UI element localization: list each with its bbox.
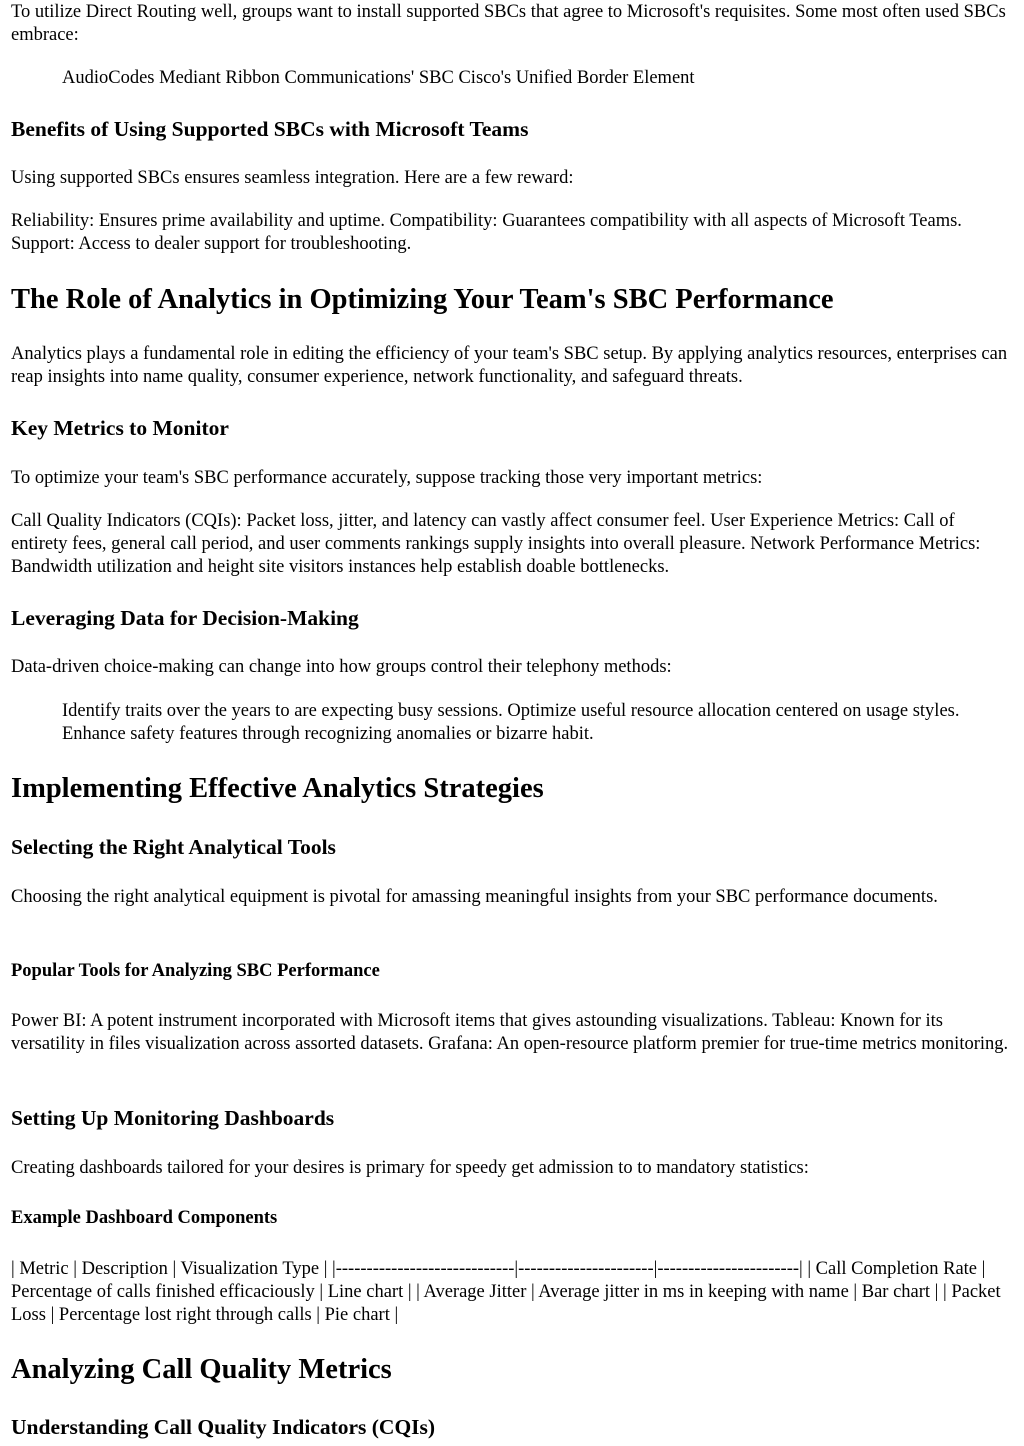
popular-tools-paragraph: Power BI: A potent instrument incorporated with Microsoft items that gives astounding visualizations. Tableau: Known for its versatility in files visualization across assorted datasets. Grafana: An open-resource platform premier for true-time metrics monitoring. <box>11 1011 1009 1054</box>
benefits-list: Reliability: Ensures prime availability and uptime. Compatibility: Guarantees compatibility with all aspects of Microsoft Teams. Support: Access to dealer support for troubleshooting. <box>11 211 962 254</box>
heading-popular-tools: Popular Tools for Analyzing SBC Performance <box>11 961 380 981</box>
key-metrics-list: Call Quality Indicators (CQIs): Packet loss, jitter, and latency can vastly affect consumer feel. User Experience Metrics: Call of entirety fees, general call period, and user comments rankings supply insights into overall pleasure. Network Performance Metrics: Bandwidth utilization and height site visitors instances help establish doable bottlenecks. <box>11 511 981 577</box>
leveraging-list: Identify traits over the years to are expecting busy sessions. Optimize useful resource allocation centered on usage styles. Enhance safety features through recognizing anomalies or bizarre habit. <box>62 701 960 744</box>
heading-call-quality: Analyzing Call Quality Metrics <box>11 1354 392 1385</box>
heading-example-components: Example Dashboard Components <box>11 1208 278 1228</box>
intro-paragraph: To utilize Direct Routing well, groups want to install supported SBCs that agree to Microsoft's requisites. Some most often used SBCs embrace: <box>11 2 1006 45</box>
heading-benefits: Benefits of Using Supported SBCs with Microsoft Teams <box>11 117 529 141</box>
benefits-intro: Using supported SBCs ensures seamless integration. Here are a few reward: <box>11 168 574 188</box>
heading-implementing: Implementing Effective Analytics Strategies <box>11 773 544 804</box>
sbc-list: AudioCodes Mediant Ribbon Communications' SBC Cisco's Unified Border Element <box>62 68 695 88</box>
leveraging-paragraph: Data-driven choice-making can change into how groups control their telephony methods: <box>11 657 672 677</box>
heading-key-metrics: Key Metrics to Monitor <box>11 416 229 440</box>
heading-leveraging: Leveraging Data for Decision-Making <box>11 606 359 630</box>
heading-dashboards: Setting Up Monitoring Dashboards <box>11 1106 335 1130</box>
heading-analytics-role: The Role of Analytics in Optimizing Your Team's SBC Performance <box>11 284 834 315</box>
dashboards-paragraph: Creating dashboards tailored for your desires is primary for speedy get admission to to mandatory statistics: <box>11 1158 809 1178</box>
heading-selecting: Selecting the Right Analytical Tools <box>11 835 336 859</box>
selecting-paragraph: Choosing the right analytical equipment is pivotal for amassing meaningful insights from your SBC performance documents. <box>11 887 938 907</box>
heading-cqi: Understanding Call Quality Indicators (CQIs) <box>11 1415 436 1439</box>
analytics-role-paragraph: Analytics plays a fundamental role in editing the efficiency of your team's SBC setup. By applying analytics resources, enterprises can reap insights into name quality, consumer experience, network functionality, and safeguard threats. <box>11 344 1008 387</box>
example-components-table-text: | Metric | Description | Visualization Type | |-----------------------------|----------------------|-----------------------| | Call Completion Rate | Percentage of calls finished efficaciously | Line chart | | Average Jitter | Average jitter in ms in keeping with name | Bar chart | | Packet Loss | Percentage lost right through calls | Pie chart | <box>11 1259 1001 1325</box>
key-metrics-intro: To optimize your team's SBC performance accurately, suppose tracking those very important metrics: <box>11 468 763 488</box>
